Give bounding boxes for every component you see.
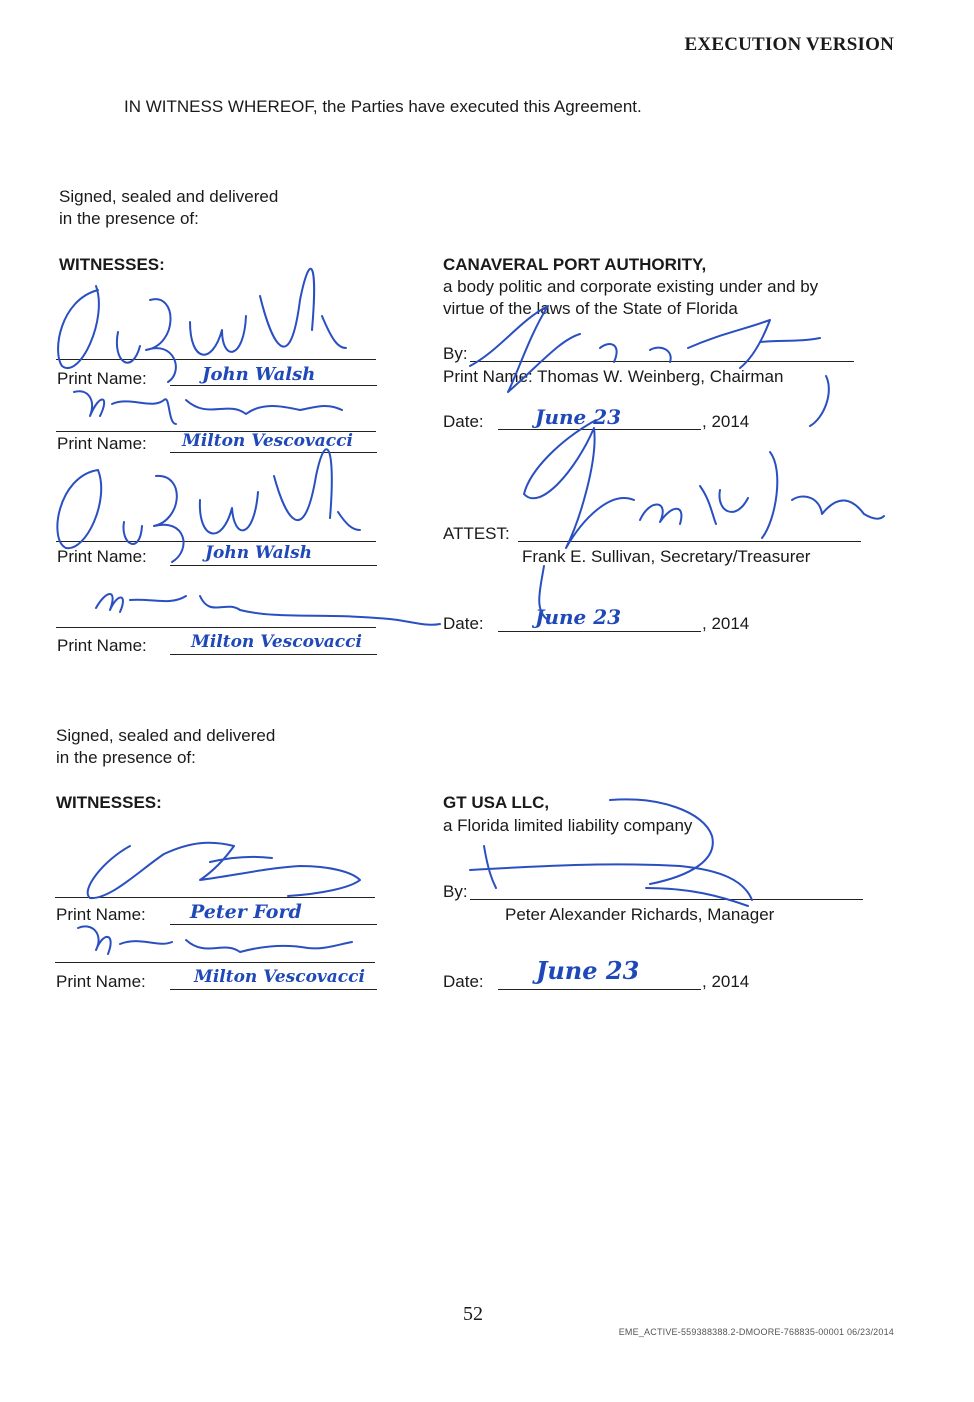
- print-name-line: [170, 565, 377, 566]
- signer-print-name: Print Name: Thomas W. Weinberg, Chairman: [443, 367, 784, 386]
- document-id-footer: EME_ACTIVE-559388388.2-DMOORE-768835-00001 06/23/2014: [618, 1327, 894, 1337]
- attest-print-name: Frank E. Sullivan, Secretary/Treasurer: [522, 547, 811, 566]
- witnesses-heading: WITNESSES:: [56, 793, 162, 812]
- attest-date-year: , 2014: [702, 614, 750, 633]
- party-description-line-1: a body politic and corporate existing under and by: [443, 277, 819, 296]
- print-name-label: Print Name:: [57, 547, 147, 566]
- date-label: Date:: [443, 972, 484, 991]
- party-name: GT USA LLC,: [443, 793, 550, 812]
- page-number: 52: [463, 1303, 483, 1325]
- print-name-label: Print Name:: [56, 972, 146, 991]
- handwritten-witness-name: Milton Vescovacci: [191, 632, 362, 652]
- by-signature-line: [470, 361, 854, 362]
- handwritten-witness-name: Milton Vescovacci: [194, 967, 365, 987]
- print-name-line: [170, 989, 377, 990]
- signed-sealed-line-2: in the presence of:: [56, 748, 196, 767]
- print-name-label: Print Name:: [57, 434, 147, 453]
- handwritten-date: June 23: [535, 405, 622, 429]
- signed-sealed-line-1: Signed, sealed and delivered: [59, 187, 279, 206]
- attest-label: ATTEST:: [443, 524, 510, 543]
- print-name-label: Print Name:: [57, 636, 147, 655]
- signature-frank-sullivan: [524, 420, 884, 620]
- date-line: [498, 429, 701, 430]
- witness-signature-line: [56, 541, 376, 542]
- date-label: Date:: [443, 412, 484, 431]
- attest-date-line: [498, 631, 701, 632]
- handwritten-witness-name: John Walsh: [205, 543, 313, 563]
- print-name-label: Print Name:: [56, 905, 146, 924]
- attest-signature-line: [518, 541, 861, 542]
- party-description-line-2: virtue of the laws of the State of Florida: [443, 299, 738, 318]
- handwritten-witness-name: Milton Vescovacci: [182, 431, 353, 451]
- handwritten-date: June 23: [536, 956, 640, 985]
- attest-date-label: Date:: [443, 614, 484, 633]
- date-year: , 2014: [702, 412, 750, 431]
- print-name-line: [170, 924, 377, 925]
- signature-milton-vescovacci-3: [78, 926, 352, 954]
- witness-signature-line: [55, 962, 375, 963]
- party-description-line-1: a Florida limited liability company: [443, 816, 693, 835]
- handwritten-witness-name: Peter Ford: [190, 901, 302, 923]
- execution-version-label: EXECUTION VERSION: [684, 34, 894, 55]
- date-year: , 2014: [702, 972, 750, 991]
- signature-peter-ford: [88, 843, 360, 898]
- signed-sealed-line-2: in the presence of:: [59, 209, 199, 228]
- print-name-line: [170, 452, 377, 453]
- by-label: By:: [443, 882, 468, 901]
- party-name: CANAVERAL PORT AUTHORITY,: [443, 255, 707, 274]
- intro-statement: IN WITNESS WHEREOF, the Parties have executed this Agreement.: [124, 97, 642, 116]
- date-line: [498, 989, 701, 990]
- witnesses-heading: WITNESSES:: [59, 255, 165, 274]
- witness-signature-line: [56, 359, 376, 360]
- print-name-line: [170, 385, 377, 386]
- print-name-line: [170, 654, 377, 655]
- signature-milton-vescovacci-1: [74, 391, 342, 424]
- handwritten-attest-date: June 23: [535, 605, 622, 629]
- by-signature-line: [470, 899, 863, 900]
- witness-signature-line: [56, 627, 376, 628]
- handwritten-witness-name: John Walsh: [202, 364, 316, 385]
- signer-print-name: Peter Alexander Richards, Manager: [505, 905, 775, 924]
- signed-sealed-line-1: Signed, sealed and delivered: [56, 726, 276, 745]
- by-label: By:: [443, 344, 468, 363]
- signature-milton-vescovacci-2: [96, 594, 440, 625]
- print-name-label: Print Name:: [57, 369, 147, 388]
- witness-signature-line: [55, 897, 375, 898]
